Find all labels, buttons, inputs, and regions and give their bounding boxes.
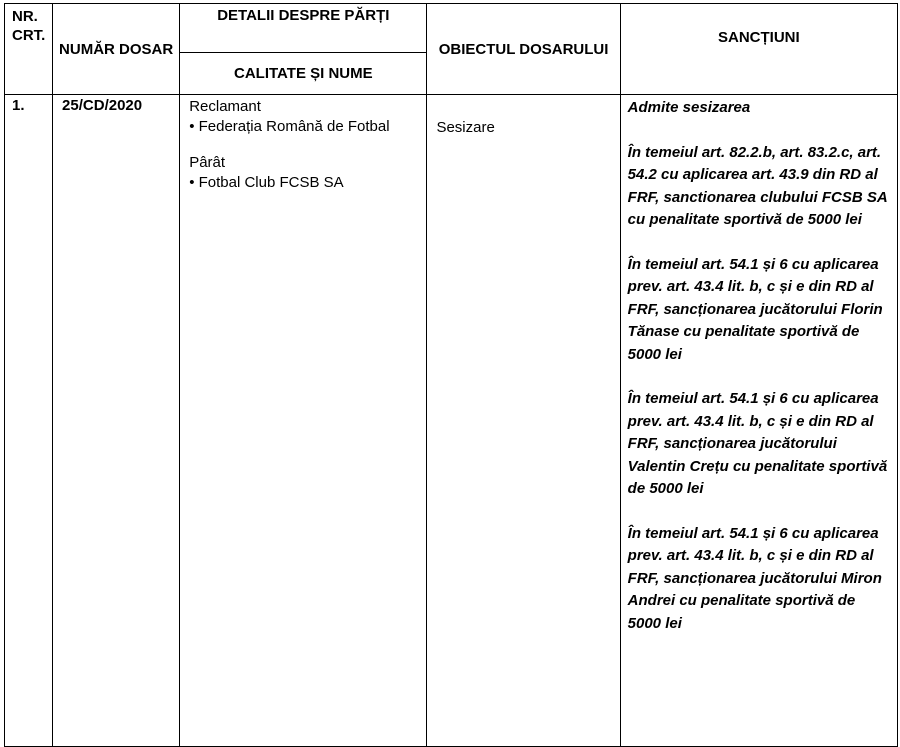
sanction-paragraph: În temeiul art. 54.1 și 6 cu aplicarea prev. art. 43.4 lit. b, c și e din RD al FRF, sancționarea jucătorului Miron Andrei cu penalitate sportivă de 5000 lei (627, 524, 882, 632)
sanction-paragraph: Admite sesizarea (627, 99, 751, 116)
sanction-paragraph: În temeiul art. 54.1 și 6 cu aplicarea prev. art. 43.4 lit. b, c și e din RD al FRF, sancționarea jucătorului Florin Tănase cu penalitate sportivă de 5000 lei (627, 255, 883, 363)
party-role: Reclamant (189, 98, 261, 115)
party-role: Pârât (189, 154, 226, 171)
header-calitate-nume: CALITATE ȘI NUME (180, 52, 427, 94)
header-numar-dosar: NUMĂR DOSAR (53, 4, 180, 95)
sanction-paragraph: În temeiul art. 54.1 și 6 cu aplicarea prev. art. 43.4 lit. b, c și e din RD al FRF, sancționarea jucătorului Valentin Crețu cu penalitate sportivă de 5000 lei (627, 390, 888, 497)
header-nr-crt: NR. CRT. (5, 4, 53, 95)
sanction-paragraph: În temeiul art. 82.2.b, art. 83.2.c, art. 54.2 cu aplicarea art. 43.9 din RD al FRF, sanctionarea clubului FCSB SA cu penalitate sportivă de 5000 lei (627, 143, 888, 228)
cell-obiect: Sesizare (427, 95, 620, 747)
party-reclamant (189, 97, 426, 137)
party-name: • Federația Română de Fotbal (189, 118, 390, 135)
sanctions-table (4, 3, 898, 747)
party-name: • Fotbal Club FCSB SA (189, 174, 344, 191)
cell-nr: 1. (5, 95, 53, 747)
party-parat (189, 153, 426, 193)
header-detalii-parti: DETALII DESPRE PĂRȚI (180, 4, 427, 53)
header-obiectul-dosarului: OBIECTUL DOSARULUI (427, 4, 620, 95)
cell-parti (180, 95, 427, 747)
cell-numar-dosar: 25/CD/2020 (53, 95, 180, 747)
cell-sanctiuni (620, 95, 897, 747)
header-sanctiuni: SANCȚIUNI (620, 4, 897, 95)
table-row (5, 95, 898, 747)
